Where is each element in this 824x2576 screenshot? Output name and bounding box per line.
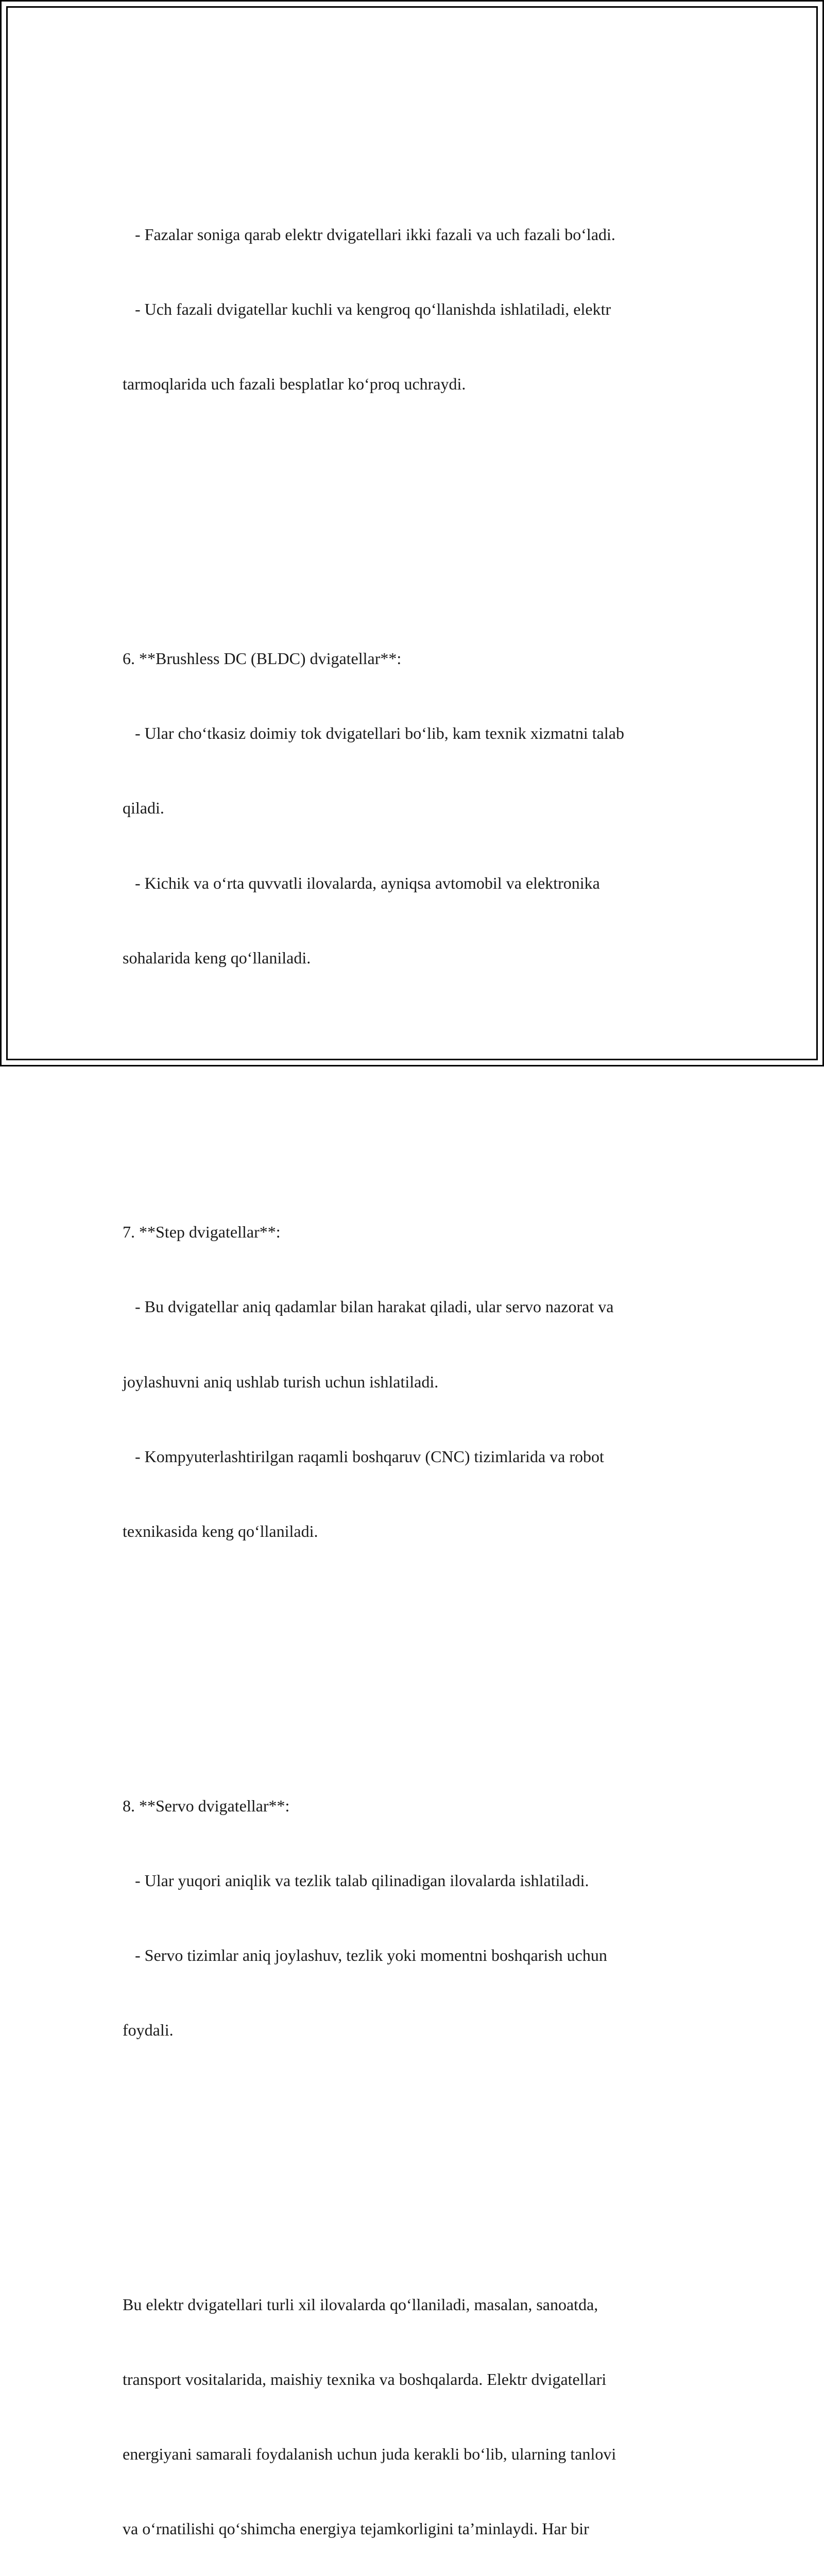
section-heading: 6. **Brushless DC (BLDC) dvigatellar**: xyxy=(123,649,402,668)
paragraph-gap xyxy=(123,1070,705,1095)
document-body xyxy=(123,97,705,2576)
section-heading: 7. **Step dvigatellar**: xyxy=(123,1223,281,1242)
text-line: - Ular cho‘tkasiz doimiy tok dvigatellari bo‘lib, kam texnik xizmatni talab xyxy=(123,724,624,743)
paragraph-gap xyxy=(123,497,705,521)
text-line: - Servo tizimlar aniq joylashuv, tezlik yoki momentni boshqarish uchun xyxy=(123,1946,607,1965)
paragraph-phases xyxy=(123,172,705,446)
text-line: - Ular yuqori aniqlik va tezlik talab qilinadigan ilovalarda ishlatiladi. xyxy=(123,1871,589,1890)
text-line: sohalarida keng qo‘llaniladi. xyxy=(123,948,311,967)
text-line: tarmoqlarida uch fazali besplatlar ko‘proq uchraydi. xyxy=(123,375,466,394)
text-line: - Fazalar soniga qarab elektr dvigatellari ikki fazali va uch fazali bo‘ladi. xyxy=(123,225,615,244)
text-line: transport vositalarida, maishiy texnika va boshqalarda. Elektr dvigatellari xyxy=(123,2369,607,2388)
paragraph-bldc xyxy=(123,596,705,1020)
text-line: texnikasida keng qo‘llaniladi. xyxy=(123,1522,318,1541)
section-heading: 8. **Servo dvigatellar**: xyxy=(123,1796,290,1815)
paragraph-gap xyxy=(123,1643,705,1668)
text-line: foydali. xyxy=(123,2021,174,2040)
text-line: joylashuvni aniq ushlab turish uchun ishlatiladi. xyxy=(123,1372,439,1391)
text-line: qiladi. xyxy=(123,799,164,818)
text-line: energiyani samarali foydalanish uchun juda kerakli bo‘lib, ularning tanlovi xyxy=(123,2445,616,2464)
text-line: - Uch fazali dvigatellar kuchli va kengroq qo‘llanishda ishlatiladi, elektr xyxy=(123,300,611,319)
text-line: - Bu dvigatellar aniq qadamlar bilan harakat qiladi, ular servo nazorat va xyxy=(123,1297,614,1316)
text-line: va o‘rnatilishi qo‘shimcha energiya tejamkorligini ta’minlaydi. Har bir xyxy=(123,2519,589,2538)
paragraph-step xyxy=(123,1170,705,1594)
text-line: - Kompyuterlashtirilgan raqamli boshqaruv (CNC) tizimlarida va robot xyxy=(123,1447,604,1466)
paragraph-gap xyxy=(123,2142,705,2167)
paragraph-conclusion xyxy=(123,2242,705,2576)
text-line: Bu elektr dvigatellari turli xil ilovalarda qo‘llaniladi, masalan, sanoatda, xyxy=(123,2295,598,2314)
text-line: - Kichik va o‘rta quvvatli ilovalarda, ayniqsa avtomobil va elektronika xyxy=(123,873,600,892)
paragraph-servo xyxy=(123,1743,705,2093)
